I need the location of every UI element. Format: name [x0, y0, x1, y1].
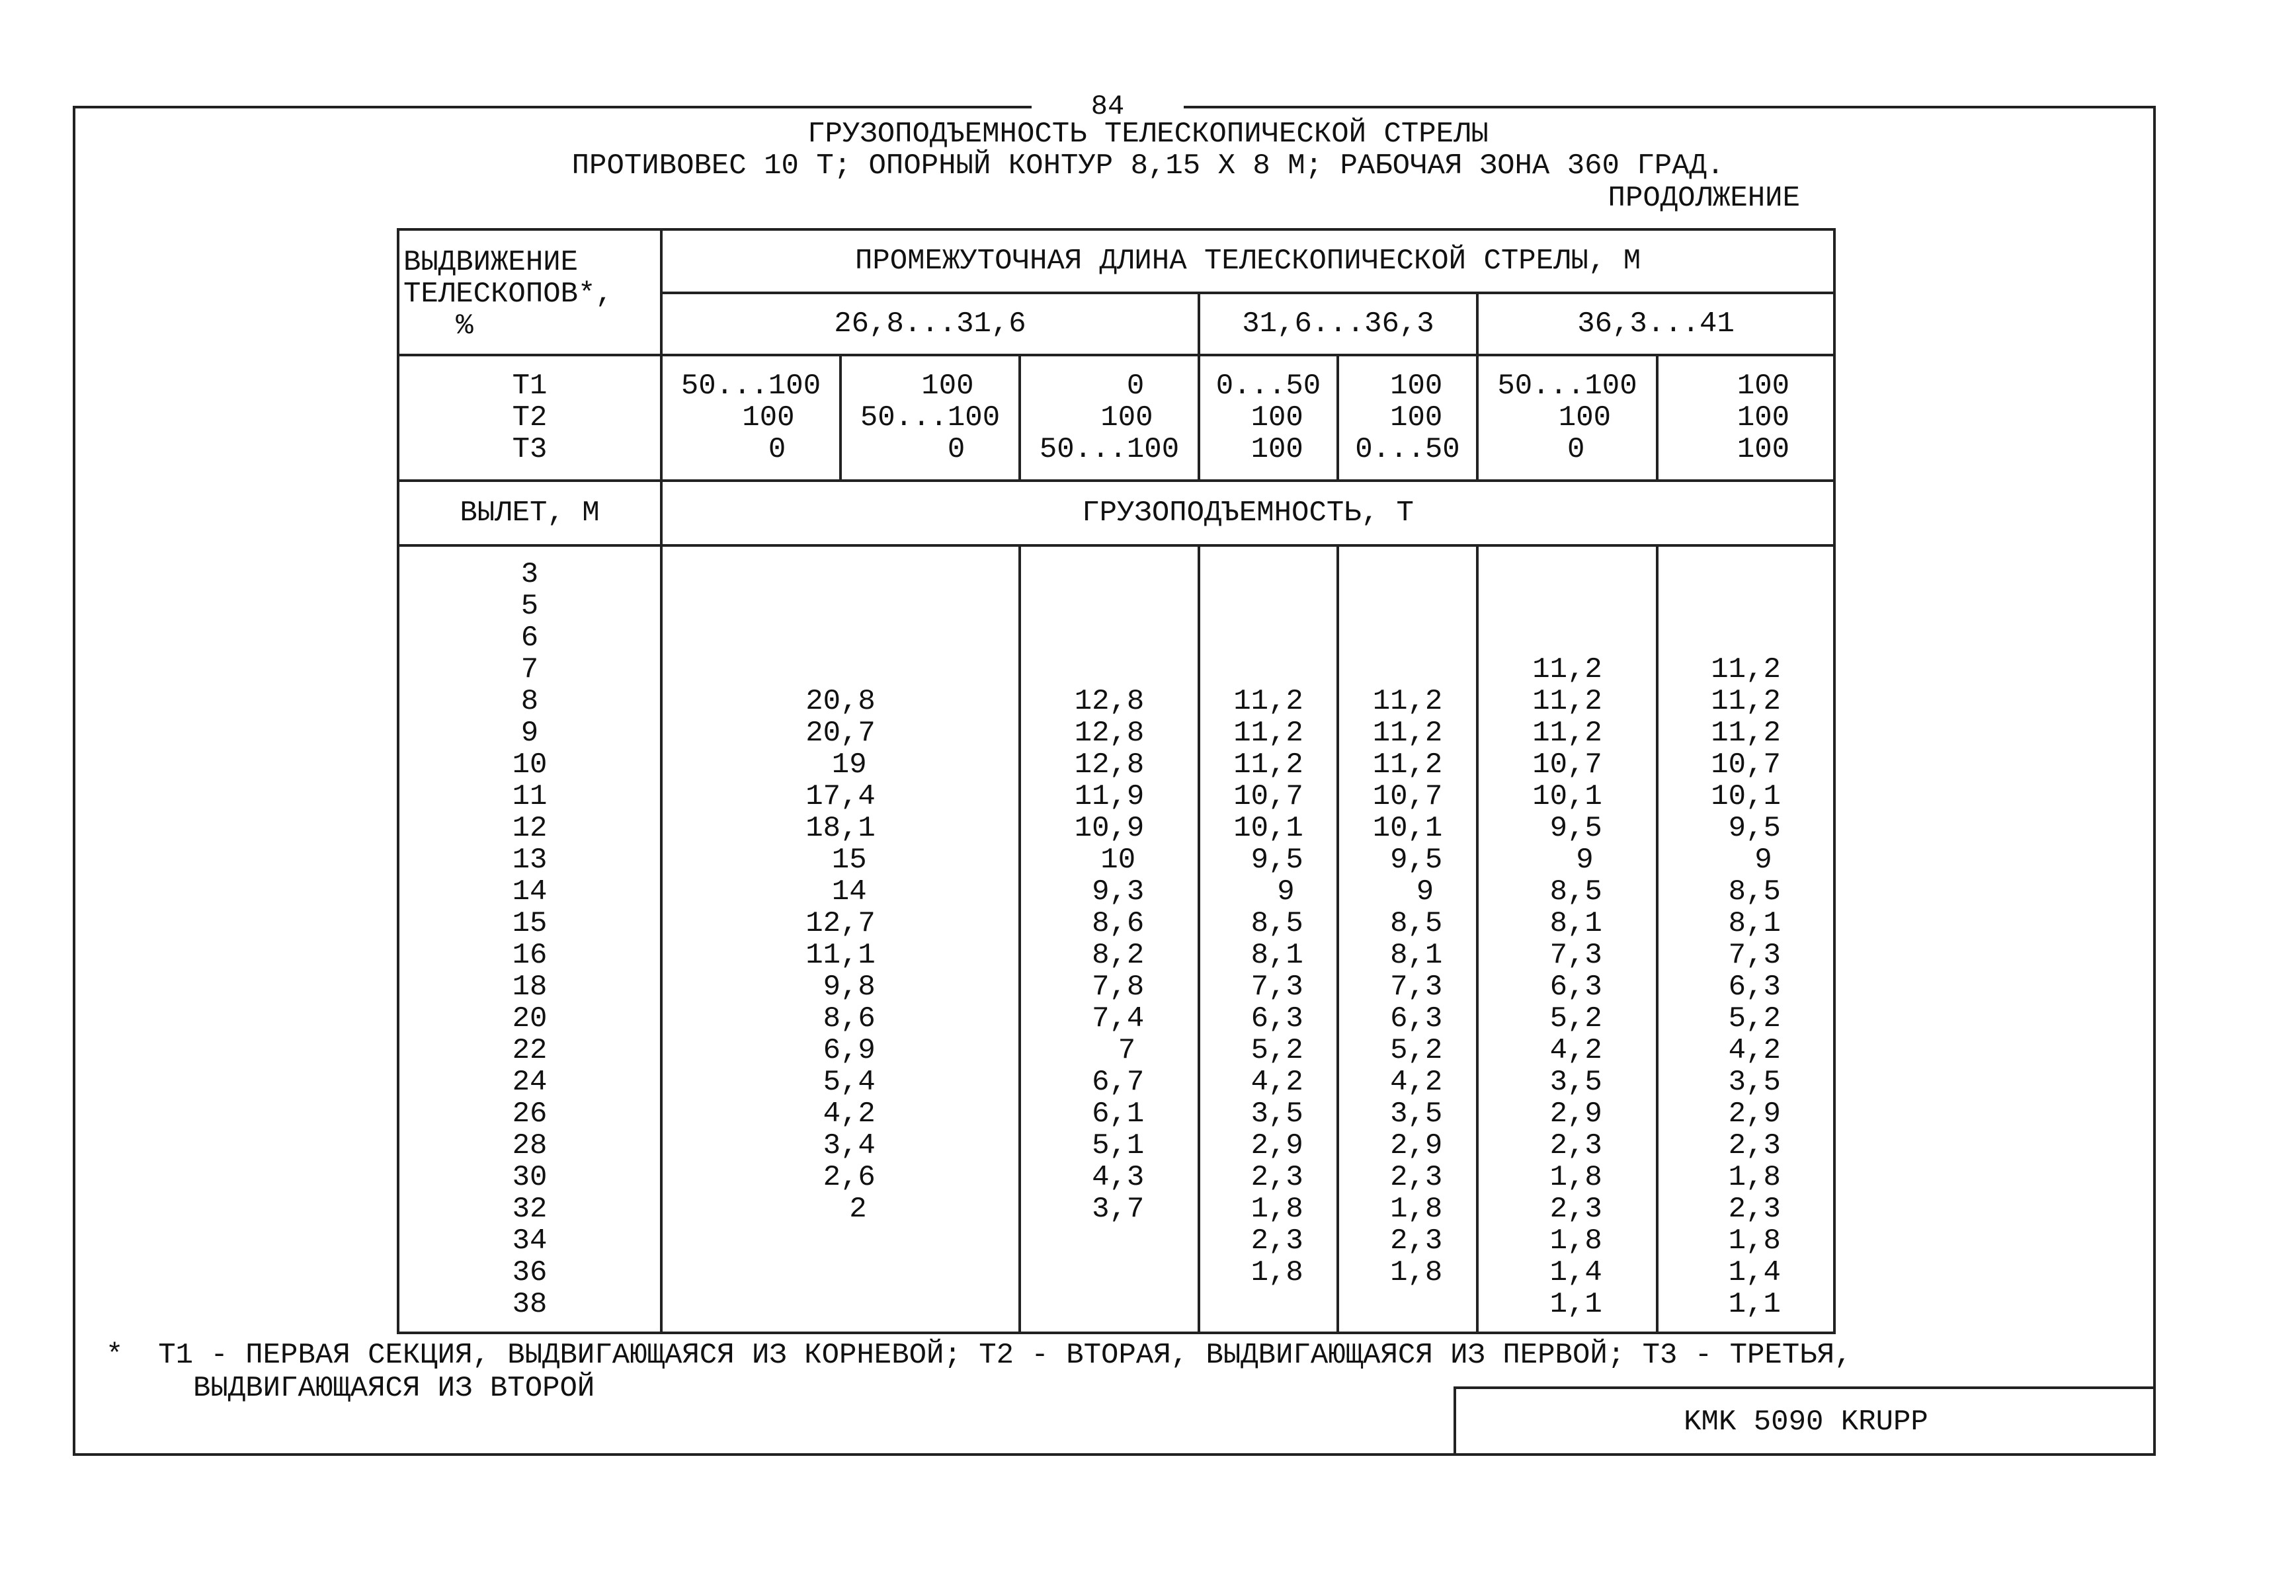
- config-3: 0 100 50...100: [1020, 355, 1199, 481]
- config-5: 100 100 0...50: [1338, 355, 1477, 481]
- footnote: * T1 - ПЕРВАЯ СЕКЦИЯ, ВЫДВИГАЮЩАЯСЯ ИЗ КОРНЕВОЙ; T2 - ВТОРАЯ, ВЫДВИГАЮЩАЯСЯ ИЗ ПЕРВОЙ; T3 - ТРЕТЬЯ, ВЫДВИГАЮЩАЯСЯ ИЗ ВТОРОЙ: [106, 1339, 1852, 1405]
- capacity-col-b: 12,8 12,8 12,8 11,9 10,9 10 9,3 8,6 8,2 7,8 7,4 7 6,7 6,1 5,1 4,3 3,7: [1020, 545, 1199, 1333]
- config-6: 50...100 100 0: [1477, 355, 1657, 481]
- capacity-col-f: 11,2 11,2 11,2 10,7 10,1 9,5 9 8,5 8,1 7,3 6,3 5,2 4,2 3,5 2,9 2,3 1,8 2,3 1,8 1,4 1,1: [1657, 545, 1834, 1333]
- load-capacity-table: [397, 228, 1836, 1334]
- range-1: 26,8...31,6: [661, 293, 1199, 355]
- header-extension: ВЫДВИЖЕНИЕ ТЕЛЕСКОПОВ*, %: [398, 229, 661, 355]
- document-subtitle: ПРОТИВОВЕС 10 Т; ОПОРНЫЙ КОНТУР 8,15 Х 8 М; РАБОЧАЯ ЗОНА 360 ГРАД.: [571, 149, 1725, 182]
- capacity-col-d: 11,2 11,2 11,2 10,7 10,1 9,5 9 8,5 8,1 7,3 6,3 5,2 4,2 3,5 2,9 2,3 1,8 2,3 1,8: [1338, 545, 1477, 1333]
- config-1: 50...100 100 0: [661, 355, 840, 481]
- capacity-col-a: 20,8 20,7 19 17,4 18,1 15 14 12,7 11,1 9,8 8,6 6,9 5,4 4,2 3,4 2,6 2: [661, 545, 1020, 1333]
- header-reach: ВЫЛЕТ, М: [398, 481, 661, 545]
- header-boom-length: ПРОМЕЖУТОЧНАЯ ДЛИНА ТЕЛЕСКОПИЧЕСКОЙ СТРЕЛЫ, М: [661, 229, 1834, 293]
- continuation-label: ПРОДОЛЖЕНИЕ: [1608, 182, 1800, 215]
- telescope-labels: T1 T2 T3: [398, 355, 661, 481]
- config-4: 0...50 100 100: [1199, 355, 1338, 481]
- header-capacity: ГРУЗОПОДЪЕМНОСТЬ, Т: [661, 481, 1834, 545]
- capacity-col-c: 11,2 11,2 11,2 10,7 10,1 9,5 9 8,5 8,1 7,3 6,3 5,2 4,2 3,5 2,9 2,3 1,8 2,3 1,8: [1199, 545, 1338, 1333]
- document-title: ГРУЗОПОДЪЕМНОСТЬ ТЕЛЕСКОПИЧЕСКОЙ СТРЕЛЫ: [807, 118, 1489, 151]
- page-number: 84: [1032, 88, 1184, 125]
- config-2: 100 50...100 0: [840, 355, 1020, 481]
- range-2: 31,6...36,3: [1199, 293, 1477, 355]
- range-3: 36,3...41: [1477, 293, 1834, 355]
- capacity-col-e: 11,2 11,2 11,2 10,7 10,1 9,5 9 8,5 8,1 7,3 6,3 5,2 4,2 3,5 2,9 2,3 1,8 2,3 1,8 1,4 1,1: [1477, 545, 1657, 1333]
- crane-model-box: KMK 5090 KRUPP: [1454, 1386, 2156, 1456]
- config-7: 100 100 100: [1657, 355, 1834, 481]
- reach-values: 3 5 6 7 8 9 10 11 12 13 14 15 16 18 20 22 24 26 28 30 32 34 36 38: [398, 545, 661, 1333]
